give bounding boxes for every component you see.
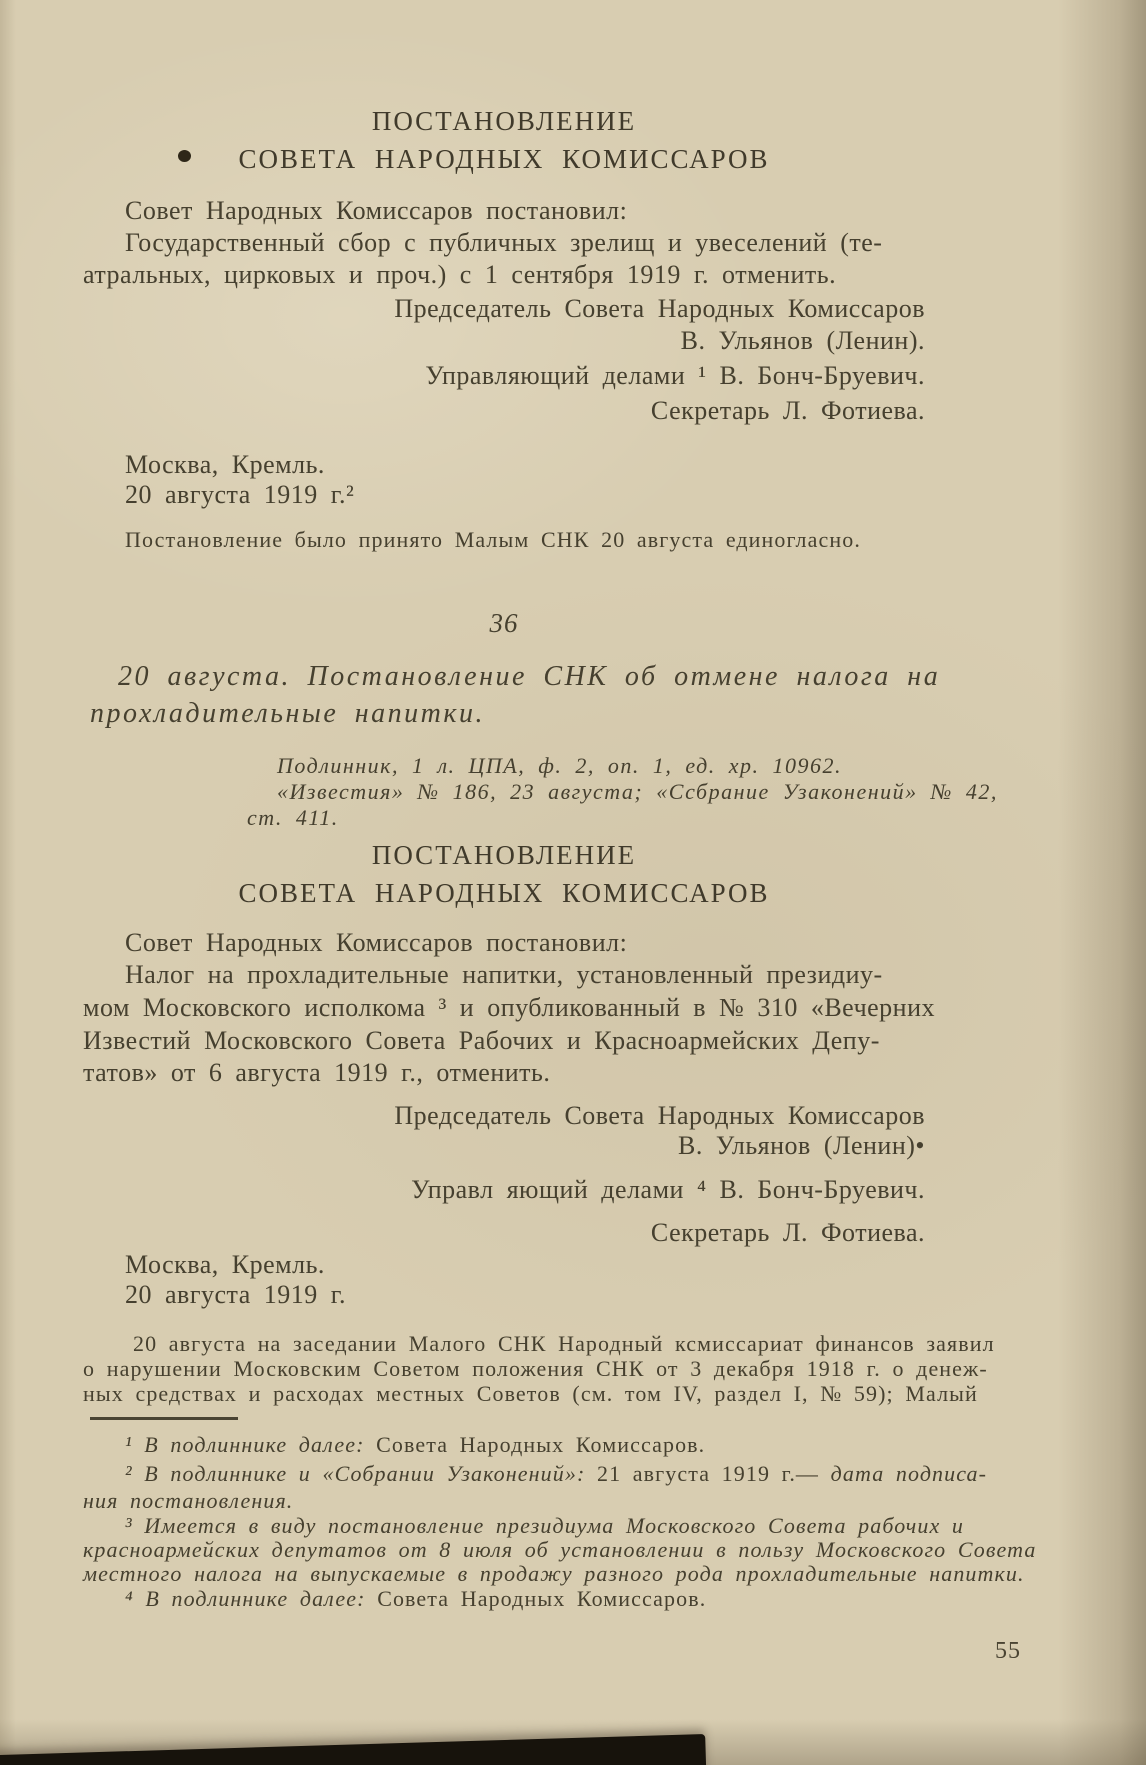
decree2-body-line: Известий Московского Совета Рабочих и Красноармейских Депу- (83, 1026, 880, 1055)
footnote-2-line1 (83, 1461, 988, 1487)
footnote-1 (83, 1432, 925, 1458)
decree1-note: Постановление было принято Малым СНК 20 августа единогласно. (125, 527, 861, 552)
footnote-2-line2: ния постановления. (83, 1488, 294, 1513)
decree2-title-line: 20 августа. Постановление СНК об отмене налога на (118, 661, 941, 692)
page-number: 55 (995, 1638, 1021, 1664)
footnote-4 (83, 1586, 925, 1612)
footnote-4-italic: ⁴ В подлиннике далее: (125, 1586, 378, 1611)
footnote-1-italic: ¹ В подлиннике далее: (125, 1432, 377, 1457)
footnote-2-italic-b: дата подписа- (830, 1461, 988, 1486)
decree2-source-line: ст. 411. (247, 805, 339, 830)
decree1-body-line: Совет Народных Комиссаров постановил: (125, 196, 628, 225)
decree1-signature-secretary: Секретарь Л. Фотиева. (650, 396, 925, 425)
decree1-signature-chairman: Председатель Совета Народных Комиссаров (394, 294, 925, 323)
decree2-signature-lenin: В. Ульянов (Ленин)• (678, 1131, 925, 1160)
decree2-note-line: о нарушении Московским Советом положения СНК от 3 декабря 1918 г. о денеж- (83, 1356, 988, 1381)
decree2-body-line: Совет Народных Комиссаров постановил: (125, 928, 628, 957)
footnote-3-line: местного налога на выпускаемые в продажу разного рода прохладительные напитки. (83, 1561, 1025, 1586)
decree2-note-line: 20 августа на заседании Малого СНК Народный ксмиссариат финансов заявил (133, 1331, 995, 1356)
decree1-signature-lenin: В. Ульянов (Ленин). (680, 326, 925, 355)
decree1-body-line: Государственный сбор с публичных зрелищ и увеселений (те- (125, 228, 883, 257)
decree2-number: 36 (489, 608, 519, 638)
footnote-2-italic-a: ² В подлиннике и «Собрании Узаконений»: (125, 1461, 597, 1486)
decree2-signature-secretary: Секретарь Л. Фотиева. (650, 1218, 925, 1247)
decree1-signature-manager: Управляющий делами ¹ В. Бонч-Бруевич. (425, 361, 925, 390)
footnote-2-roman: 21 августа 1919 г.— (596, 1461, 831, 1486)
footnote-3-line: красноармейских депутатов от 8 июля об установлении в пользу Московского Совета (83, 1537, 1037, 1562)
decree2-heading-line1: ПОСТАНОВЛЕНИЕ (371, 840, 637, 870)
decree1-date: 20 августа 1919 г.² (125, 480, 355, 509)
decree2-body-line: Налог на прохладительные напитки, установленный президиу- (125, 960, 883, 989)
decree2-title-line: прохладительные напитки. (90, 698, 485, 729)
decree2-signature-chairman: Председатель Совета Народных Комиссаров (394, 1101, 925, 1130)
decree2-date: 20 августа 1919 г. (125, 1280, 346, 1309)
decree2-heading-line2: СОВЕТА НАРОДНЫХ КОМИССАРОВ (238, 878, 770, 908)
decree2-signature-manager: Управл яющий делами ⁴ В. Бонч-Бруевич. (411, 1175, 925, 1204)
decree2-place: Москва, Кремль. (125, 1250, 325, 1279)
decree1-heading-line2: СОВЕТА НАРОДНЫХ КОМИССАРОВ (238, 144, 770, 174)
decree1-body-line: атральных, цирковых и проч.) с 1 сентября 1919 г. отменить. (83, 260, 837, 289)
decree2-source-line: «Известия» № 186, 23 августа; «Ссбрание Узаконений» № 42, (277, 779, 998, 804)
decree2-source-line: Подлинник, 1 л. ЦПА, ф. 2, оп. 1, ед. хр. 10962. (277, 753, 842, 778)
decree2-note-line: ных средствах и расходах местных Советов (см. том IV, раздел I, № 59); Малый (83, 1381, 978, 1406)
footnote-3-line: ³ Имеется в виду постановление президиума Московского Совета рабочих и (125, 1513, 965, 1538)
decree2-body-line: татов» от 6 августа 1919 г., отменить. (83, 1058, 551, 1087)
footnote-4-roman: Совета Народных Комиссаров. (377, 1586, 707, 1611)
decree1-place: Москва, Кремль. (125, 450, 325, 479)
decree1-heading-line1: ПОСТАНОВЛЕНИЕ (371, 106, 637, 136)
footnote-1-roman: Совета Народных Комиссаров. (376, 1432, 706, 1457)
decree2-body-line: мом Московского исполкома ³ и опубликованный в № 310 «Вечерних (83, 993, 936, 1022)
footnote-rule (90, 1417, 238, 1420)
